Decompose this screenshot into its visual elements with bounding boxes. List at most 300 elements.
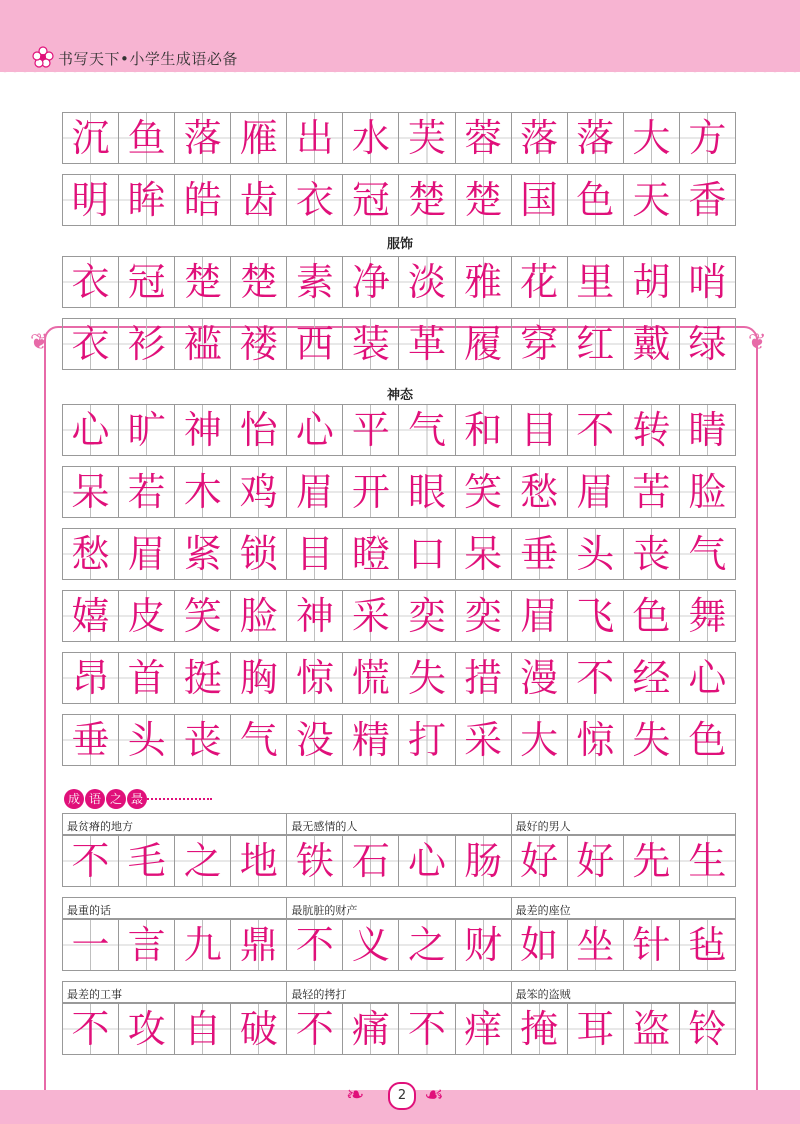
- char-row-3: [62, 256, 736, 308]
- practice-cell: [456, 652, 512, 704]
- practice-char: 沉: [71, 116, 110, 160]
- practice-cell: [512, 174, 568, 226]
- practice-char: 衣: [295, 178, 334, 222]
- practice-cell: [287, 528, 343, 580]
- char-row-10: [62, 714, 736, 766]
- practice-cell: [624, 919, 680, 971]
- practice-cell: [175, 835, 231, 887]
- practice-cell: [512, 714, 568, 766]
- practice-cell: [287, 112, 343, 164]
- practice-cell: [680, 174, 736, 226]
- practice-char: 心: [71, 408, 110, 452]
- left-footer-ornament: ❧: [346, 1083, 365, 1108]
- practice-char: 和: [464, 408, 503, 452]
- practice-char: 方: [688, 116, 727, 160]
- practice-char: 采: [464, 718, 503, 762]
- practice-cell: [62, 919, 119, 971]
- practice-cell: [624, 404, 680, 456]
- practice-char: 肠: [464, 839, 503, 883]
- practice-cell: [568, 652, 624, 704]
- practice-char: 落: [183, 116, 222, 160]
- practice-char: 自: [183, 1007, 222, 1051]
- practice-cell: [512, 318, 568, 370]
- practice-cell: [287, 835, 343, 887]
- practice-char: 平: [351, 408, 390, 452]
- practice-cell: [343, 1003, 399, 1055]
- practice-char: 大: [632, 116, 671, 160]
- label-row-3: [62, 981, 736, 1003]
- practice-char: 之: [183, 839, 222, 883]
- practice-char: 里: [576, 260, 615, 304]
- practice-char: 痛: [351, 1007, 390, 1051]
- practice-char: 落: [576, 116, 615, 160]
- practice-char: 齿: [239, 178, 278, 222]
- char-row-8: [62, 590, 736, 642]
- practice-char: 红: [576, 322, 615, 366]
- header-scallop-border: [0, 68, 800, 78]
- practice-char: 不: [295, 1007, 334, 1051]
- practice-char: 没: [295, 718, 334, 762]
- practice-cell: [399, 835, 455, 887]
- practice-cell: [62, 652, 119, 704]
- superlative-label: 最差的工事: [62, 981, 287, 1003]
- char-row-13: [62, 1003, 736, 1055]
- practice-cell: [119, 112, 175, 164]
- practice-cell: [343, 256, 399, 308]
- practice-cell: [568, 1003, 624, 1055]
- practice-cell: [512, 590, 568, 642]
- practice-cell: [231, 528, 287, 580]
- practice-char: 心: [295, 408, 334, 452]
- practice-cell: [175, 318, 231, 370]
- practice-cell: [399, 919, 455, 971]
- practice-cell: [399, 590, 455, 642]
- practice-cell: [680, 112, 736, 164]
- practice-cell: [680, 318, 736, 370]
- practice-char: 哨: [688, 260, 727, 304]
- practice-cell: [512, 652, 568, 704]
- practice-char: 攻: [127, 1007, 166, 1051]
- practice-char: 出: [295, 116, 334, 160]
- practice-cell: [231, 919, 287, 971]
- practice-cell: [512, 112, 568, 164]
- char-row-12: [62, 919, 736, 971]
- practice-char: 盗: [632, 1007, 671, 1051]
- practice-cell: [680, 528, 736, 580]
- practice-char: 好: [520, 839, 559, 883]
- char-row-6: [62, 466, 736, 518]
- char-row-7: [62, 528, 736, 580]
- practice-char: 净: [351, 260, 390, 304]
- practice-cell: [231, 652, 287, 704]
- practice-cell: [175, 1003, 231, 1055]
- practice-cell: [343, 590, 399, 642]
- practice-char: 开: [351, 470, 390, 514]
- practice-cell: [456, 1003, 512, 1055]
- practice-char: 气: [239, 718, 278, 762]
- superlative-label: 最笨的盗贼: [512, 981, 736, 1003]
- practice-char: 神: [295, 594, 334, 638]
- practice-char: 呆: [71, 470, 110, 514]
- practice-char: 衫: [127, 322, 166, 366]
- char-row-2: [62, 174, 736, 226]
- flower-icon: [32, 46, 54, 68]
- page-number: 2: [388, 1082, 416, 1110]
- practice-cell: [119, 652, 175, 704]
- practice-char: 蓉: [464, 116, 503, 160]
- practice-cell: [175, 466, 231, 518]
- practice-cell: [62, 318, 119, 370]
- practice-char: 精: [351, 718, 390, 762]
- practice-char: 一: [71, 923, 110, 967]
- practice-char: 楚: [183, 260, 222, 304]
- practice-cell: [680, 590, 736, 642]
- practice-cell: [680, 256, 736, 308]
- practice-cell: [62, 256, 119, 308]
- practice-char: 绿: [688, 322, 727, 366]
- practice-cell: [512, 404, 568, 456]
- practice-cell: [680, 835, 736, 887]
- practice-char: 眉: [295, 470, 334, 514]
- section-title-expression: 神态: [386, 388, 413, 403]
- practice-char: 落: [520, 116, 559, 160]
- practice-char: 戴: [632, 322, 671, 366]
- practice-cell: [624, 590, 680, 642]
- practice-char: 采: [351, 594, 390, 638]
- char-row-9: [62, 652, 736, 704]
- practice-cell: [512, 256, 568, 308]
- practice-char: 措: [464, 656, 503, 700]
- practice-char: 衣: [71, 260, 110, 304]
- practice-cell: [624, 1003, 680, 1055]
- practice-cell: [287, 466, 343, 518]
- practice-cell: [231, 590, 287, 642]
- practice-cell: [287, 590, 343, 642]
- practice-char: 铁: [295, 839, 334, 883]
- practice-char: 胸: [239, 656, 278, 700]
- practice-cell: [231, 404, 287, 456]
- practice-char: 如: [520, 923, 559, 967]
- practice-cell: [62, 466, 119, 518]
- practice-cell: [624, 174, 680, 226]
- practice-char: 革: [408, 322, 447, 366]
- practice-char: 垂: [71, 718, 110, 762]
- char-row-11: [62, 835, 736, 887]
- practice-cell: [62, 174, 119, 226]
- practice-char: 眉: [576, 470, 615, 514]
- practice-char: 目: [295, 532, 334, 576]
- practice-cell: [231, 714, 287, 766]
- practice-char: 色: [632, 594, 671, 638]
- practice-char: 皓: [183, 178, 222, 222]
- practice-char: 鼎: [239, 923, 278, 967]
- superlative-label: 最重的话: [62, 897, 287, 919]
- practice-cell: [343, 835, 399, 887]
- practice-char: 色: [576, 178, 615, 222]
- practice-cell: [399, 174, 455, 226]
- practice-cell: [175, 112, 231, 164]
- practice-cell: [399, 528, 455, 580]
- practice-char: 淡: [408, 260, 447, 304]
- practice-char: 打: [408, 718, 447, 762]
- badge-char: 之: [106, 789, 126, 809]
- practice-cell: [231, 112, 287, 164]
- practice-cell: [512, 466, 568, 518]
- practice-cell: [119, 1003, 175, 1055]
- practice-cell: [624, 256, 680, 308]
- practice-cell: [568, 174, 624, 226]
- practice-cell: [624, 652, 680, 704]
- right-footer-ornament: ☙: [424, 1083, 444, 1108]
- practice-char: 睛: [688, 408, 727, 452]
- practice-cell: [456, 318, 512, 370]
- practice-cell: [287, 174, 343, 226]
- practice-char: 心: [688, 656, 727, 700]
- practice-char: 慌: [351, 656, 390, 700]
- practice-char: 九: [183, 923, 222, 967]
- practice-char: 明: [71, 178, 110, 222]
- practice-char: 瞪: [351, 532, 390, 576]
- practice-char: 笑: [183, 594, 222, 638]
- practice-char: 丧: [632, 532, 671, 576]
- practice-cell: [456, 112, 512, 164]
- practice-cell: [287, 652, 343, 704]
- practice-cell: [343, 528, 399, 580]
- badge-dotted-line: [132, 798, 212, 800]
- superlative-label: 最肮脏的财产: [287, 897, 511, 919]
- practice-char: 色: [688, 718, 727, 762]
- practice-char: 昂: [71, 656, 110, 700]
- superlative-label: 最好的男人: [512, 813, 736, 835]
- practice-char: 旷: [127, 408, 166, 452]
- practice-cell: [568, 835, 624, 887]
- superlative-label: 最无感情的人: [287, 813, 511, 835]
- practice-char: 履: [464, 322, 503, 366]
- practice-char: 褴: [183, 322, 222, 366]
- practice-cell: [680, 714, 736, 766]
- practice-cell: [119, 466, 175, 518]
- practice-cell: [175, 404, 231, 456]
- practice-cell: [568, 318, 624, 370]
- practice-cell: [568, 256, 624, 308]
- practice-char: 褛: [239, 322, 278, 366]
- practice-char: 大: [520, 718, 559, 762]
- practice-cell: [62, 1003, 119, 1055]
- practice-char: 眼: [408, 470, 447, 514]
- practice-char: 经: [632, 656, 671, 700]
- practice-char: 转: [632, 408, 671, 452]
- practice-char: 破: [239, 1007, 278, 1051]
- practice-cell: [512, 919, 568, 971]
- practice-char: 不: [71, 1007, 110, 1051]
- practice-char: 神: [183, 408, 222, 452]
- practice-cell: [119, 318, 175, 370]
- left-scroll-ornament: ❦: [30, 330, 49, 355]
- practice-cell: [343, 404, 399, 456]
- practice-char: 木: [183, 470, 222, 514]
- practice-cell: [680, 919, 736, 971]
- practice-char: 脸: [688, 470, 727, 514]
- practice-cell: [568, 590, 624, 642]
- practice-cell: [512, 1003, 568, 1055]
- practice-char: 不: [295, 923, 334, 967]
- practice-char: 垂: [520, 532, 559, 576]
- practice-char: 雁: [239, 116, 278, 160]
- practice-cell: [231, 1003, 287, 1055]
- practice-cell: [231, 466, 287, 518]
- practice-char: 西: [295, 322, 334, 366]
- practice-cell: [62, 528, 119, 580]
- practice-cell: [119, 714, 175, 766]
- practice-cell: [456, 404, 512, 456]
- practice-char: 皮: [127, 594, 166, 638]
- practice-cell: [399, 1003, 455, 1055]
- practice-char: 楚: [239, 260, 278, 304]
- practice-cell: [512, 835, 568, 887]
- practice-char: 眉: [127, 532, 166, 576]
- practice-char: 毡: [688, 923, 727, 967]
- practice-char: 愁: [520, 470, 559, 514]
- practice-char: 耳: [576, 1007, 615, 1051]
- practice-char: 脸: [239, 594, 278, 638]
- practice-cell: [119, 835, 175, 887]
- practice-cell: [399, 652, 455, 704]
- practice-cell: [456, 919, 512, 971]
- practice-cell: [287, 1003, 343, 1055]
- practice-char: 胡: [632, 260, 671, 304]
- practice-char: 首: [127, 656, 166, 700]
- practice-cell: [343, 318, 399, 370]
- practice-cell: [624, 112, 680, 164]
- practice-char: 苦: [632, 470, 671, 514]
- practice-cell: [175, 590, 231, 642]
- practice-char: 怡: [239, 408, 278, 452]
- practice-cell: [343, 466, 399, 518]
- practice-cell: [175, 652, 231, 704]
- badge-char: 成: [64, 789, 84, 809]
- practice-cell: [399, 256, 455, 308]
- practice-cell: [512, 528, 568, 580]
- section-title-clothing: 服饰: [386, 237, 413, 252]
- label-row-2: [62, 897, 736, 919]
- practice-char: 眉: [520, 594, 559, 638]
- practice-cell: [456, 256, 512, 308]
- practice-char: 针: [632, 923, 671, 967]
- practice-cell: [456, 714, 512, 766]
- practice-char: 若: [127, 470, 166, 514]
- practice-char: 失: [632, 718, 671, 762]
- practice-char: 眸: [127, 178, 166, 222]
- practice-cell: [119, 404, 175, 456]
- practice-cell: [287, 318, 343, 370]
- char-row-1: [62, 112, 736, 164]
- practice-cell: [175, 919, 231, 971]
- practice-char: 花: [520, 260, 559, 304]
- practice-char: 嬉: [71, 594, 110, 638]
- practice-char: 头: [576, 532, 615, 576]
- practice-cell: [680, 1003, 736, 1055]
- superlative-label: 最轻的拷打: [287, 981, 511, 1003]
- practice-cell: [62, 112, 119, 164]
- right-scroll-ornament: ❦: [748, 330, 767, 355]
- practice-char: 不: [71, 839, 110, 883]
- practice-char: 掩: [520, 1007, 559, 1051]
- practice-char: 呆: [464, 532, 503, 576]
- practice-char: 装: [351, 322, 390, 366]
- practice-cell: [231, 318, 287, 370]
- practice-char: 愁: [71, 532, 110, 576]
- practice-char: 失: [408, 656, 447, 700]
- practice-char: 漫: [520, 656, 559, 700]
- practice-char: 石: [351, 839, 390, 883]
- practice-cell: [456, 174, 512, 226]
- practice-char: 头: [127, 718, 166, 762]
- practice-cell: [287, 404, 343, 456]
- practice-cell: [568, 714, 624, 766]
- practice-char: 惊: [576, 718, 615, 762]
- practice-char: 不: [576, 656, 615, 700]
- practice-char: 楚: [464, 178, 503, 222]
- practice-char: 冠: [351, 178, 390, 222]
- practice-cell: [568, 919, 624, 971]
- practice-cell: [624, 835, 680, 887]
- practice-cell: [175, 528, 231, 580]
- char-row-5: [62, 404, 736, 456]
- practice-char: 冠: [127, 260, 166, 304]
- practice-cell: [62, 714, 119, 766]
- practice-char: 天: [632, 178, 671, 222]
- practice-cell: [568, 466, 624, 518]
- practice-cell: [119, 256, 175, 308]
- practice-char: 香: [688, 178, 727, 222]
- practice-cell: [287, 919, 343, 971]
- practice-char: 素: [295, 260, 334, 304]
- practice-cell: [456, 528, 512, 580]
- practice-cell: [568, 404, 624, 456]
- practice-char: 紧: [183, 532, 222, 576]
- practice-cell: [680, 652, 736, 704]
- practice-char: 心: [408, 839, 447, 883]
- practice-char: 毛: [127, 839, 166, 883]
- practice-cell: [231, 835, 287, 887]
- practice-char: 奕: [408, 594, 447, 638]
- practice-char: 锁: [239, 532, 278, 576]
- practice-cell: [119, 590, 175, 642]
- superlative-label: 最差的座位: [512, 897, 736, 919]
- practice-cell: [399, 318, 455, 370]
- label-row-1: [62, 813, 736, 835]
- practice-char: 坐: [576, 923, 615, 967]
- practice-char: 财: [464, 923, 503, 967]
- practice-cell: [568, 112, 624, 164]
- practice-cell: [624, 714, 680, 766]
- practice-cell: [624, 466, 680, 518]
- practice-cell: [119, 174, 175, 226]
- practice-cell: [343, 112, 399, 164]
- practice-cell: [287, 256, 343, 308]
- badge-char: 语: [85, 789, 105, 809]
- practice-cell: [62, 404, 119, 456]
- practice-char: 义: [351, 923, 390, 967]
- practice-char: 国: [520, 178, 559, 222]
- practice-char: 奕: [464, 594, 503, 638]
- practice-char: 言: [127, 923, 166, 967]
- superlative-label: 最贫瘠的地方: [62, 813, 287, 835]
- char-row-4: [62, 318, 736, 370]
- practice-char: 生: [688, 839, 727, 883]
- practice-cell: [456, 835, 512, 887]
- practice-char: 鱼: [127, 116, 166, 160]
